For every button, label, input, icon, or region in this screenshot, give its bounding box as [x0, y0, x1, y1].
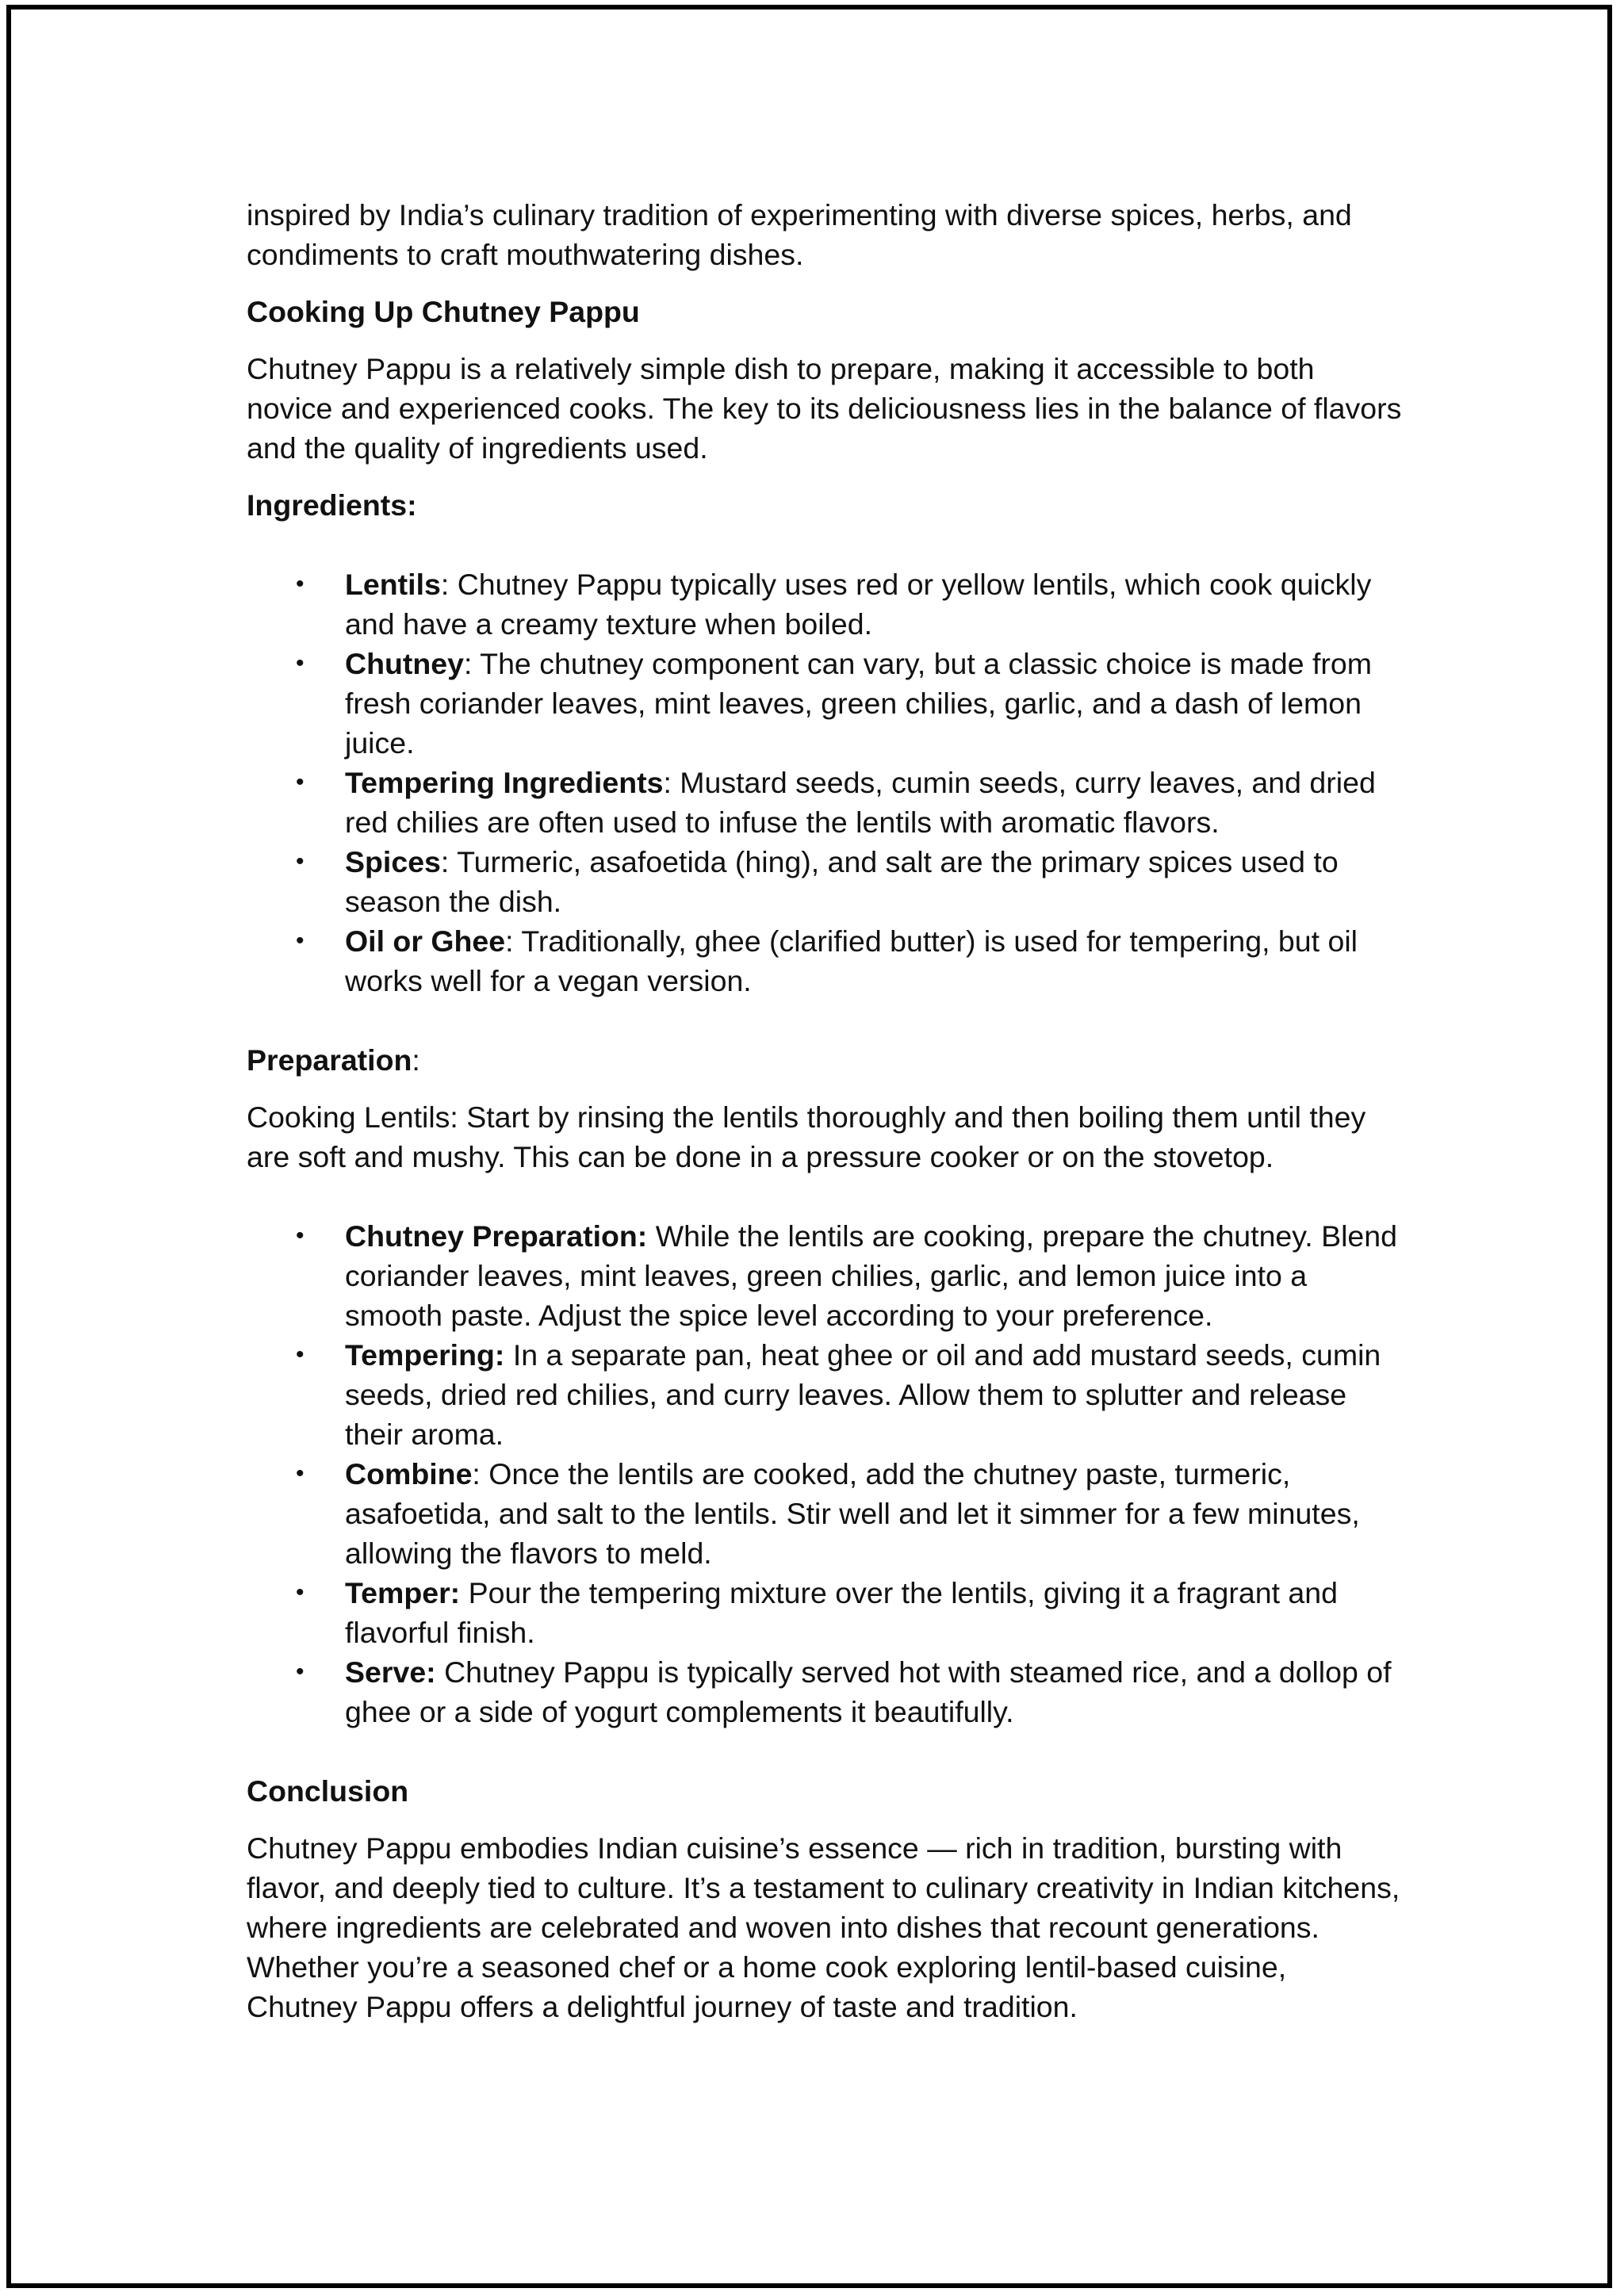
ingredient-term: Spices: [345, 845, 441, 878]
list-item: [247, 1216, 1404, 1335]
ingredient-text: Turmeric, asafoetida (hing), and salt are the primary spices used to season the dish.: [345, 845, 1339, 918]
step-term: Serve:: [345, 1655, 436, 1689]
cooking-paragraph: Chutney Pappu is a relatively simple dish to prepare, making it accessible to both novice and experienced cooks. The key to its deliciousness lies in the balance of flavors and the quality of ingredients used.: [247, 352, 1402, 465]
ingredient-text: Chutney Pappu typically uses red or yellow lentils, which cook quickly and have a creamy texture when boiled.: [345, 568, 1372, 641]
list-item: [247, 1652, 1404, 1732]
ingredient-sep: :: [440, 568, 458, 601]
step-sep: [460, 1576, 468, 1609]
step-sep: [647, 1219, 655, 1253]
step-term: Tempering:: [345, 1338, 505, 1372]
step-text: Pour the tempering mixture over the lentils, giving it a fragrant and flavorful finish.: [345, 1576, 1338, 1649]
ingredient-sep: :: [464, 647, 481, 680]
intro-paragraph: inspired by India’s culinary tradition of experimenting with diverse spices, herbs, and condiments to craft mouthwatering dishes.: [247, 198, 1352, 271]
list-item: [247, 921, 1404, 1001]
bullet-icon: •: [296, 1659, 304, 1685]
list-item: [247, 842, 1404, 921]
step-sep: [504, 1338, 512, 1372]
bullet-icon: •: [296, 1579, 304, 1605]
bullet-icon: •: [296, 1341, 304, 1368]
ingredient-sep: :: [505, 924, 522, 958]
preparation-heading-text: Preparation: [247, 1043, 412, 1077]
bullet-icon: •: [296, 1460, 304, 1487]
step-text: Once the lentils are cooked, add the chutney paste, turmeric, asafoetida, and salt to the lentils. Stir well and let it simmer for a few minutes, allowing the flavors to meld.: [345, 1457, 1360, 1570]
bullet-icon: •: [296, 1223, 304, 1249]
step-text: Chutney Pappu is typically served hot with steamed rice, and a dollop of ghee or a side of yogurt complements it beautifully.: [345, 1655, 1392, 1728]
step-term: Chutney Preparation:: [345, 1219, 648, 1253]
bullet-icon: •: [296, 848, 304, 874]
document-body: [247, 195, 1404, 2026]
list-item: [247, 564, 1404, 644]
ingredients-heading: Ingredients:: [247, 488, 417, 522]
list-item: [247, 1573, 1404, 1652]
cooking-heading: Cooking Up Chutney Pappu: [247, 295, 640, 328]
preparation-steps-list: [247, 1216, 1404, 1732]
ingredient-text: The chutney component can vary, but a classic choice is made from fresh coriander leaves, mint leaves, green chilies, garlic, and a dash of lemon juice.: [345, 647, 1373, 760]
ingredient-sep: :: [440, 845, 458, 878]
ingredient-term: Oil or Ghee: [345, 924, 506, 958]
ingredient-term: Tempering Ingredients: [345, 766, 664, 799]
ingredients-list: [247, 564, 1404, 1001]
conclusion-heading: Conclusion: [247, 1774, 409, 1808]
ingredient-term: Lentils: [345, 568, 441, 601]
step-sep: [436, 1655, 444, 1689]
preparation-heading: [247, 1040, 1404, 1080]
list-item: [247, 1454, 1404, 1573]
list-item: [247, 1335, 1404, 1454]
step-text: In a separate pan, heat ghee or oil and add mustard seeds, cumin seeds, dried red chilies, and curry leaves. Allow them to splutter and release their aroma.: [345, 1338, 1381, 1451]
ingredient-text: Traditionally, ghee (clarified butter) is used for tempering, but oil works well for a vegan version.: [345, 924, 1358, 997]
preparation-intro: Cooking Lentils: Start by rinsing the lentils thoroughly and then boiling them until they are soft and mushy. This can be done in a pressure cooker or on the stovetop.: [247, 1100, 1366, 1173]
step-text: While the lentils are cooking, prepare the chutney. Blend coriander leaves, mint leaves, green chilies, garlic, and lemon juice into a smooth paste. Adjust the spice level according to your preference.: [345, 1219, 1398, 1332]
bullet-icon: •: [296, 571, 304, 597]
step-sep: :: [472, 1457, 489, 1490]
list-item: [247, 763, 1404, 842]
ingredient-sep: :: [663, 766, 680, 799]
step-term: Combine: [345, 1457, 473, 1490]
bullet-icon: •: [296, 650, 304, 676]
step-term: Temper:: [345, 1576, 461, 1609]
ingredient-term: Chutney: [345, 647, 464, 680]
conclusion-paragraph: Chutney Pappu embodies Indian cuisine’s essence — rich in tradition, bursting with flavor, and deeply tied to culture. It’s a testament to culinary creativity in Indian kitchens, where ingredients are celebrated and woven into dishes that recount generations. Whether you’re a seasoned chef or a home cook exploring lentil-based cuisine, Chutney Pappu offers a delightful journey of taste and tradition.: [247, 1831, 1400, 2023]
ingredient-text: Mustard seeds, cumin seeds, curry leaves, and dried red chilies are often used to infuse the lentils with aromatic flavors.: [345, 766, 1376, 839]
bullet-icon: •: [296, 769, 304, 795]
preparation-heading-colon: :: [412, 1043, 420, 1077]
list-item: [247, 644, 1404, 763]
bullet-icon: •: [296, 928, 304, 954]
